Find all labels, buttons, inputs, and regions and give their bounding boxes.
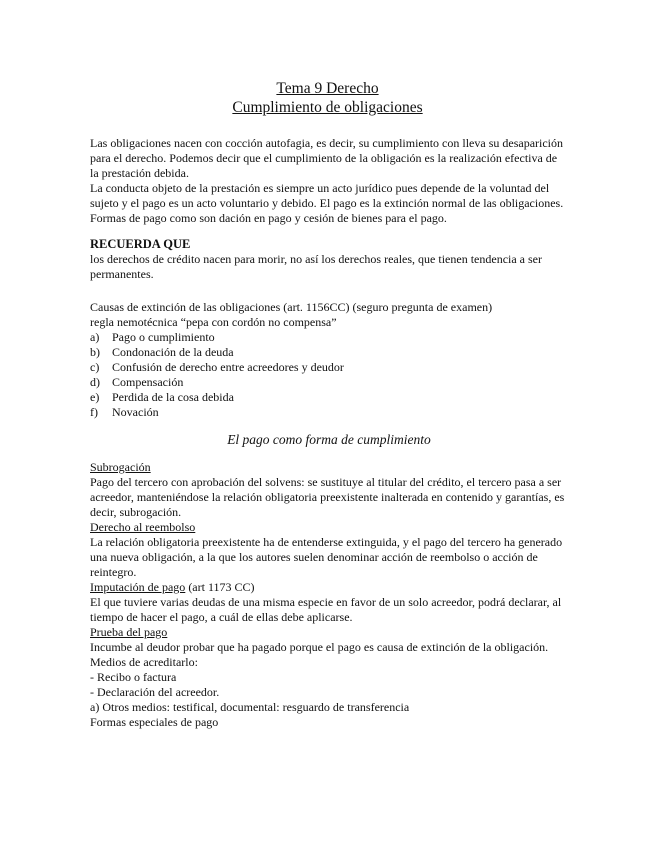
imputacion-text: El que tuviere varias deudas de una misma especie en favor de un solo acreedor, podrá declarar, al tiempo de hacer el pago, a cuál de ellas debe aplicarse. [90,595,562,624]
imputacion-heading-line [90,580,568,595]
imputacion-ref: (art 1173 CC) [185,580,255,594]
list-item [90,360,568,375]
list-item [90,330,568,345]
list-text: Pago o cumplimiento [112,330,215,344]
causas-line-1: Causas de extinción de las obligaciones (art. 1156CC) (seguro pregunta de examen) [90,300,493,314]
subrogacion-text: Pago del tercero con aprobación del solvens: se sustituye al titular del crédito, el tercero pasa a ser acreedor, manteniéndose la relación obligatoria preexistente inalterada en contenido y garantías, es decir, subrogación. [90,475,565,519]
list-marker: f) [90,405,98,419]
list-marker: a) [90,330,100,344]
intro-paragraph-3: Formas de pago como son dación en pago y cesión de bienes para el pago. [90,211,447,225]
list-marker: e) [90,390,100,404]
recuerda-text: los derechos de crédito nacen para morir, no así los derechos reales, que tienen tendencia a ser permanentes. [90,252,542,281]
section-title: El pago como forma de cumplimiento [227,432,431,447]
prueba-heading: Prueba del pago [90,625,168,639]
prueba-text: Incumbe al deudor probar que ha pagado porque el pago es causa de extinción de la obligación. [90,640,549,654]
intro-paragraph-2: La conducta objeto de la prestación es siempre un acto jurídico pues depende de la voluntad del sujeto y el pago es un acto voluntario y debido. El pago es la extinción normal de las obligaciones. [90,181,564,210]
doc-subtitle: Cumplimiento de obligaciones [232,99,423,116]
list-text: Condonación de la deuda [112,345,234,359]
reembolso-heading: Derecho al reembolso [90,520,196,534]
document-body [90,136,568,730]
subrogacion-heading: Subrogación [90,460,151,474]
list-text: Confusión de derecho entre acreedores y deudor [112,360,344,374]
list-marker: c) [90,360,100,374]
list-text: Novación [112,405,159,419]
medios-item-3: a) Otros medios: testifical, documental: resguardo de transferencia [90,700,410,714]
medios-item-2: - Declaración del acreedor. [90,685,220,699]
formas-especiales: Formas especiales de pago [90,715,219,729]
recuerda-heading: RECUERDA QUE [90,237,191,251]
causas-line-2: regla nemotécnica “pepa con cordón no compensa” [90,315,337,329]
title-block [0,79,655,117]
medios-heading: Medios de acreditarlo: [90,655,198,669]
doc-title: Tema 9 Derecho [276,80,379,97]
list-item [90,405,568,420]
list-marker: b) [90,345,100,359]
list-item [90,390,568,405]
list-text: Perdida de la cosa debida [112,390,234,404]
list-item [90,345,568,360]
list-item [90,375,568,390]
list-marker: d) [90,375,100,389]
imputacion-heading: Imputación de pago [90,580,186,594]
intro-paragraph-1: Las obligaciones nacen con cocción autofagia, es decir, su cumplimiento con lleva su desaparición para el derecho. Podemos decir que el cumplimiento de la obligación es la realización efectiva de la prestación debida. [90,136,564,180]
medios-item-1: - Recibo o factura [90,670,177,684]
reembolso-text: La relación obligatoria preexistente ha de entenderse extinguida, y el pago del tercero ha generado una nueva obligación, a la que los autores suelen denominar acción de reembolso o acción de reintegro. [90,535,563,579]
causas-list [90,330,568,420]
list-text: Compensación [112,375,184,389]
